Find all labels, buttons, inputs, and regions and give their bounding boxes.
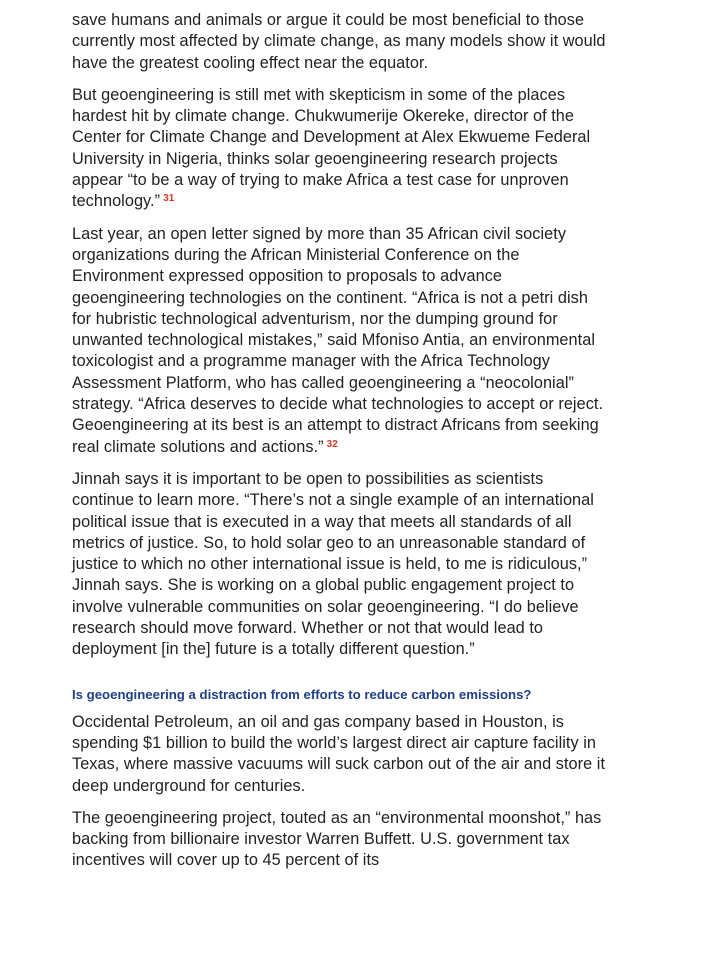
paragraph-jinnah <box>72 469 608 661</box>
footnote-ref-32[interactable]: 32 <box>326 438 338 450</box>
paragraph-text: Jinnah says it is important to be open to possibilities as scientists continue to learn more. “There’s not a single example of an international political issue that is executed in a way that meets all standards of all metrics of justice. So, to hold solar geo to an unreasonable standard of justice to which no other international issue is held, to me is ridiculous,” Jinnah says. She is working on a global public engagement project to involve vulnerable communities on solar geoengineering. “I do believe research should move forward. Whether or not that would lead to deployment [in the] future is a totally different question.” <box>72 469 594 659</box>
paragraph-text: But geoengineering is still met with skepticism in some of the places hardest hit by climate change. Chukwumerije Okereke, director of the Center for Climate Change and Development at Alex Ekwueme Federal University in Nigeria, thinks solar geoengineering research projects appear “to be a way of trying to make Africa a test case for unproven technology.” <box>72 85 591 211</box>
paragraph-text: save humans and animals or argue it could be most beneficial to those currently most affected by climate change, as many models show it would have the greatest cooling effect near the equator. <box>72 11 606 72</box>
paragraph-moonshot <box>72 808 608 872</box>
paragraph-occidental <box>72 712 608 797</box>
paragraph-equator-cooling <box>72 10 608 74</box>
paragraph-text: Occidental Petroleum, an oil and gas company based in Houston, is spending $1 billion to build the world’s largest direct air capture facility in Texas, where massive vacuums will suck carbon out of the air and store it deep underground for centuries. <box>72 712 606 795</box>
paragraph-open-letter <box>72 224 608 458</box>
paragraph-text: The geoengineering project, touted as an “environmental moonshot,” has backing from billionaire investor Warren Buffett. U.S. government tax incentives will cover up to 45 percent of its <box>72 808 602 870</box>
paragraph-text: Last year, an open letter signed by more than 35 African civil society organizations during the African Ministerial Conference on the Environment expressed opposition to proposals to advance geoengineering technologies on the continent. “Africa is not a petri dish for hubristic technological adventurism, nor the dumping ground for unwanted technological mistakes,” said Mfoniso Antia, an environmental toxicologist and a programme manager with the Africa Technology Assessment Platform, who has called geoengineering a “neocolonial” strategy. “Africa deserves to decide what technologies to accept or reject. Geoengineering at its best is an attempt to distract Africans from seeking real climate solutions and actions.” <box>72 224 604 456</box>
footnote-ref-31[interactable]: 31 <box>163 193 175 205</box>
paragraph-okereke-skepticism <box>72 85 608 213</box>
document-page <box>72 10 608 883</box>
section-heading: Is geoengineering a distraction from efforts to reduce carbon emissions? <box>72 686 532 702</box>
